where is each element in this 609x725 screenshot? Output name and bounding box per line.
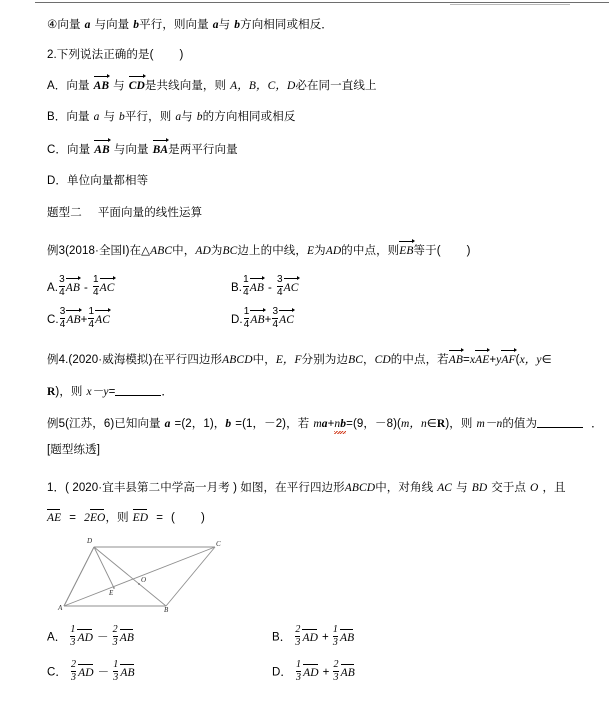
- point-E-dot: [113, 587, 115, 589]
- denominator: 4: [92, 287, 99, 298]
- vector-AB: AB: [339, 631, 355, 644]
- denominator: 4: [88, 319, 95, 330]
- option-label: C.: [47, 313, 59, 326]
- coef-m: m: [313, 418, 322, 430]
- var-b-2: b: [196, 111, 203, 123]
- label-A: A: [58, 604, 63, 612]
- triangle-ABC: ABC: [150, 245, 173, 257]
- label-C: C: [216, 540, 221, 548]
- numerator: 1: [70, 624, 76, 635]
- label-D: D: [87, 537, 93, 545]
- expression-m-minus-n: m－n: [476, 418, 503, 430]
- ex4-text-d: ，: [362, 354, 375, 366]
- question-2-stem: [47, 48, 183, 62]
- p1-text-c: 与: [456, 482, 468, 494]
- ex3-roman-numeral: Ⅰ: [122, 245, 126, 257]
- vector-AB: AB: [340, 666, 355, 679]
- vector-AB: AB: [249, 281, 264, 294]
- fraction-1-over-4: [93, 275, 99, 298]
- vector-b-2: b: [234, 19, 241, 31]
- vector-CD: CD: [128, 80, 145, 92]
- vector-b-2: b: [340, 418, 347, 430]
- vector-AB: AB: [65, 281, 80, 294]
- denominator: 4: [59, 319, 66, 330]
- fraction-1-over-3: [70, 625, 75, 648]
- numerator: 1: [332, 624, 338, 635]
- section-header: [47, 206, 202, 220]
- equals-sign: =: [108, 386, 116, 398]
- practice-1-option-b[interactable]: [272, 625, 354, 648]
- numerator: 1: [243, 306, 250, 317]
- fraction-2-over-3: [333, 660, 338, 683]
- vector-AF: AF: [501, 354, 516, 366]
- coef-y: y: [496, 354, 502, 366]
- denominator: 4: [272, 319, 279, 330]
- vector-a: a: [164, 418, 171, 430]
- page-top-rule-secondary: [450, 4, 570, 5]
- item-marker: ④: [47, 19, 58, 31]
- question-2-option-d[interactable]: [47, 174, 148, 188]
- ex5-text-c: =(1，－2)，若: [235, 418, 310, 430]
- option-pre: 向量: [66, 80, 90, 92]
- option-tail: 的方向相同或相反: [202, 111, 296, 123]
- option-label: B.: [231, 281, 243, 294]
- example-5-line: [47, 416, 603, 431]
- denominator: 3: [333, 672, 339, 683]
- ex3-stem-close: ): [466, 245, 471, 257]
- operator: －: [97, 666, 110, 679]
- vector-b: b: [225, 418, 232, 430]
- ex4-text-f: )，则: [55, 386, 83, 398]
- item-text-b: 与向量: [94, 19, 130, 31]
- operator: +: [322, 631, 329, 644]
- segment-AD-2: AD: [325, 245, 342, 257]
- option-tail: 必在同一直线上: [295, 80, 377, 92]
- numerator: 2: [71, 659, 77, 670]
- numerator: 1: [296, 659, 302, 670]
- question-2-stem-text: 2.下列说法正确的是(: [47, 49, 154, 61]
- denominator: 3: [113, 672, 119, 683]
- item-text-e: 方向相同或相反．: [240, 19, 333, 31]
- ex4-text-a: 例4.(2020·威海模拟)在平行四边形: [47, 354, 223, 366]
- segment-BC: BC: [222, 245, 238, 257]
- option-label: B．: [47, 111, 67, 123]
- option-label: B．: [272, 631, 292, 644]
- segment-CD: CD: [374, 354, 391, 366]
- practice-1-option-a[interactable]: [47, 625, 134, 648]
- real-numbers-R: R: [47, 386, 56, 398]
- vector-AD: AD: [303, 666, 319, 679]
- point-O: O: [530, 482, 539, 494]
- ex4-text-b: 中，: [252, 354, 276, 366]
- ex3-stem-part-3: 中，: [172, 245, 196, 257]
- fraction-1-over-3: [113, 660, 118, 683]
- question-2-stem-close: ): [179, 49, 184, 61]
- operator: －: [97, 631, 109, 644]
- option-text: 单位向量都相等: [67, 175, 149, 187]
- p1-text-a: 1．( 2020·宜丰县第二中学高一月考 ) 如图，在平行四边形: [47, 482, 345, 494]
- ex5-period: ．: [591, 418, 603, 430]
- option-label: A.: [47, 281, 59, 294]
- vector-AB: AB: [250, 313, 265, 326]
- fraction-2-over-3: [113, 625, 118, 648]
- spellcheck-underline: [334, 417, 346, 431]
- equals-sign: =: [463, 354, 470, 366]
- segment-AD: AD: [195, 245, 211, 257]
- option-label: A．: [47, 80, 67, 92]
- ex3-stem-part-1: 例3(2018·全国: [47, 245, 123, 257]
- denominator: 3: [70, 637, 76, 648]
- option-mid: 与: [103, 111, 116, 123]
- segment-AD-2: [64, 547, 94, 606]
- fraction-1-over-3: [333, 625, 338, 648]
- var-a: a: [93, 111, 100, 123]
- option-label: D.: [231, 313, 243, 326]
- practice-1-option-d[interactable]: [272, 660, 355, 683]
- ex3-stem-part-6: 为: [314, 245, 326, 257]
- operator: -: [268, 281, 272, 294]
- question-1-item-4: [47, 18, 333, 32]
- denominator: 3: [332, 637, 338, 648]
- practice-1-line-1: [47, 481, 566, 495]
- example-3-option-b[interactable]: [231, 275, 299, 298]
- vector-AB: AB: [119, 631, 134, 644]
- plus-sign: +: [489, 354, 497, 366]
- vector-BA: BA: [152, 144, 169, 156]
- diagonal-AC: [64, 547, 215, 606]
- p1-text-mid: ，则: [105, 512, 129, 524]
- numerator: 1: [243, 274, 249, 285]
- vector-AB: AB: [448, 354, 464, 366]
- item-text-a: 向量: [57, 19, 81, 31]
- operator: +: [80, 313, 88, 326]
- fraction-3-over-4: [59, 275, 65, 298]
- operator: +: [322, 666, 330, 679]
- close-paren: ): [200, 512, 205, 524]
- element-of-sign: ∈: [426, 418, 437, 430]
- ex4-period: ．: [161, 386, 173, 398]
- option-label: C．: [47, 666, 68, 679]
- p1-text-b: 中，对角线: [375, 482, 434, 494]
- label-B: B: [164, 606, 169, 614]
- parallelogram-figure: [58, 538, 228, 618]
- vector-AC: AC: [283, 281, 299, 294]
- option-mid: 与: [113, 80, 125, 92]
- vars-xy: x，y: [519, 354, 542, 366]
- vector-EB: EB: [399, 245, 414, 257]
- scalar-2: 2: [84, 512, 90, 524]
- ex3-stem-part-8: 等于(: [413, 245, 441, 257]
- plus-sign: +: [327, 418, 335, 430]
- real-numbers-R: R: [436, 418, 446, 430]
- example-3-stem: [47, 243, 471, 258]
- denominator: 3: [295, 637, 301, 648]
- segment-BC: BC: [348, 354, 363, 366]
- equals-sign-2: =: [156, 512, 164, 524]
- page-top-rule: [35, 2, 609, 3]
- option-pre: 向量: [66, 111, 90, 123]
- option-label: C．: [47, 144, 68, 156]
- vector-AB: AB: [66, 313, 81, 326]
- numerator: 1: [92, 274, 99, 285]
- option-label: D．: [47, 175, 68, 187]
- section-title: 题型二: [47, 207, 82, 219]
- vector-AC: AC: [279, 313, 295, 326]
- vector-AE: AE: [475, 354, 490, 366]
- example-3-option-a[interactable]: [47, 275, 115, 298]
- vector-EO: EO: [89, 512, 106, 524]
- parallelogram-ABCD: ABCD: [222, 354, 253, 366]
- open-paren: (: [171, 512, 175, 524]
- ex5-text-f: 的值为: [502, 418, 538, 430]
- practice-1-line-2: [47, 510, 205, 525]
- option-mid-2: 平行，则: [124, 111, 172, 123]
- coef-n: n: [334, 418, 341, 430]
- equals-sign: =: [69, 512, 77, 524]
- ex3-stem-part-7: 的中点，则: [341, 245, 400, 257]
- segment-DE: [94, 547, 114, 588]
- denominator: 4: [276, 287, 283, 298]
- operator: +: [264, 313, 272, 326]
- numerator: 3: [59, 306, 66, 317]
- diagonal-BD: BD: [471, 482, 488, 494]
- fraction-2-over-3: [71, 660, 76, 683]
- numerator: 2: [295, 624, 301, 635]
- fraction-3-over-4: [277, 275, 283, 298]
- vars-mn: m，n: [400, 418, 427, 430]
- denominator: 3: [296, 672, 302, 683]
- fraction-3-over-4: [272, 307, 278, 330]
- fraction-1-over-4: [88, 307, 94, 330]
- points-list: A，B，C，D: [230, 80, 296, 92]
- point-E: E: [307, 245, 315, 257]
- ex4-text-e: 的中点，若: [390, 354, 449, 366]
- option-post: 是共线向量，则: [144, 80, 227, 92]
- answer-blank[interactable]: [115, 384, 161, 396]
- vector-AD: AD: [78, 666, 94, 679]
- vector-AD: AD: [77, 631, 94, 644]
- option-tail: 是两平行向量: [168, 144, 238, 156]
- label-E: E: [109, 589, 114, 597]
- practice-section-header: [47, 443, 100, 457]
- fraction-1-over-4: [243, 275, 249, 298]
- vector-AC: AC: [95, 313, 111, 326]
- fraction-3-over-4: [60, 307, 66, 330]
- option-label: A．: [47, 631, 67, 644]
- practice-header-text: [题型练透]: [47, 444, 100, 456]
- option-mid: 与向量: [113, 144, 149, 156]
- denominator: 4: [59, 287, 65, 298]
- ex5-text-b: =(2，1)，: [174, 418, 226, 430]
- point-O-dot: [138, 583, 140, 585]
- option-label: D．: [272, 666, 293, 679]
- segment-BC: [166, 547, 215, 606]
- vector-AB: AB: [93, 80, 110, 92]
- vector-a-2: a: [321, 418, 328, 430]
- coef-x: x: [469, 354, 476, 366]
- vector-a: a: [84, 19, 91, 31]
- vector-a-2: a: [212, 19, 219, 31]
- denominator: 3: [112, 637, 118, 648]
- question-2-option-b[interactable]: [47, 110, 295, 124]
- fraction-1-over-4: [244, 307, 250, 330]
- ex4-open-paren: (: [515, 354, 520, 366]
- fraction-2-over-3: [295, 625, 300, 648]
- vector-AC: AC: [99, 281, 115, 294]
- ex3-stem-part-2: )在△: [125, 245, 151, 257]
- fraction-1-over-3: [296, 660, 301, 683]
- diagonal-AC: AC: [437, 482, 453, 494]
- numerator: 2: [112, 624, 118, 635]
- p1-text-d: 交于点: [491, 482, 527, 494]
- option-mid-3: 与: [181, 111, 193, 123]
- var-b: b: [119, 111, 125, 123]
- diagonal-DB: [94, 547, 166, 606]
- question-2-option-c[interactable]: [47, 142, 238, 157]
- ex4-text-c: 分别为边: [301, 354, 349, 366]
- answer-blank[interactable]: [537, 416, 583, 428]
- element-of-sign: ∈: [541, 354, 552, 366]
- ex5-text-e: )，则: [445, 418, 473, 430]
- vector-AB: AB: [120, 666, 135, 679]
- section-subtitle: 平面向量的线性运算: [97, 207, 203, 219]
- numerator: 2: [333, 659, 339, 670]
- example-4-line-1: [47, 352, 552, 367]
- p1-text-e: ，且: [542, 482, 566, 494]
- denominator: 4: [243, 287, 249, 298]
- question-2-option-a[interactable]: [47, 78, 377, 93]
- ex5-text-d: =(9，－8)(: [346, 418, 401, 430]
- item-text-c: 平行，则向量: [139, 19, 209, 31]
- points-EF: E，F: [275, 354, 302, 366]
- vector-AB: AB: [94, 144, 110, 156]
- numerator: 1: [113, 659, 119, 670]
- vector-ED: ED: [132, 512, 149, 524]
- item-text-d: 与: [218, 19, 231, 31]
- example-4-line-2: [47, 384, 173, 399]
- example-3-option-c[interactable]: [47, 307, 110, 330]
- vector-AE: AE: [47, 512, 62, 524]
- operator: -: [84, 281, 88, 294]
- denominator: 3: [71, 672, 77, 683]
- numerator: 3: [59, 274, 65, 285]
- option-pre: 向量: [67, 144, 91, 156]
- ex5-text-a: 例5(江苏，6)已知向量: [47, 418, 161, 430]
- ex3-stem-part-4: 为: [210, 245, 223, 257]
- example-3-option-d[interactable]: [231, 307, 294, 330]
- var-a-2: a: [175, 111, 182, 123]
- numerator: 3: [276, 274, 283, 285]
- numerator: 3: [272, 306, 279, 317]
- vector-AD: AD: [302, 631, 319, 644]
- numerator: 1: [88, 306, 95, 317]
- expression-x-minus-y: x－y: [86, 386, 109, 398]
- label-O: O: [141, 576, 147, 584]
- denominator: 4: [243, 319, 250, 330]
- parallelogram-ABCD: ABCD: [344, 482, 376, 494]
- ex3-stem-part-5: 边上的中线，: [237, 245, 308, 257]
- practice-1-option-c[interactable]: [47, 660, 135, 683]
- vector-b: b: [133, 19, 140, 31]
